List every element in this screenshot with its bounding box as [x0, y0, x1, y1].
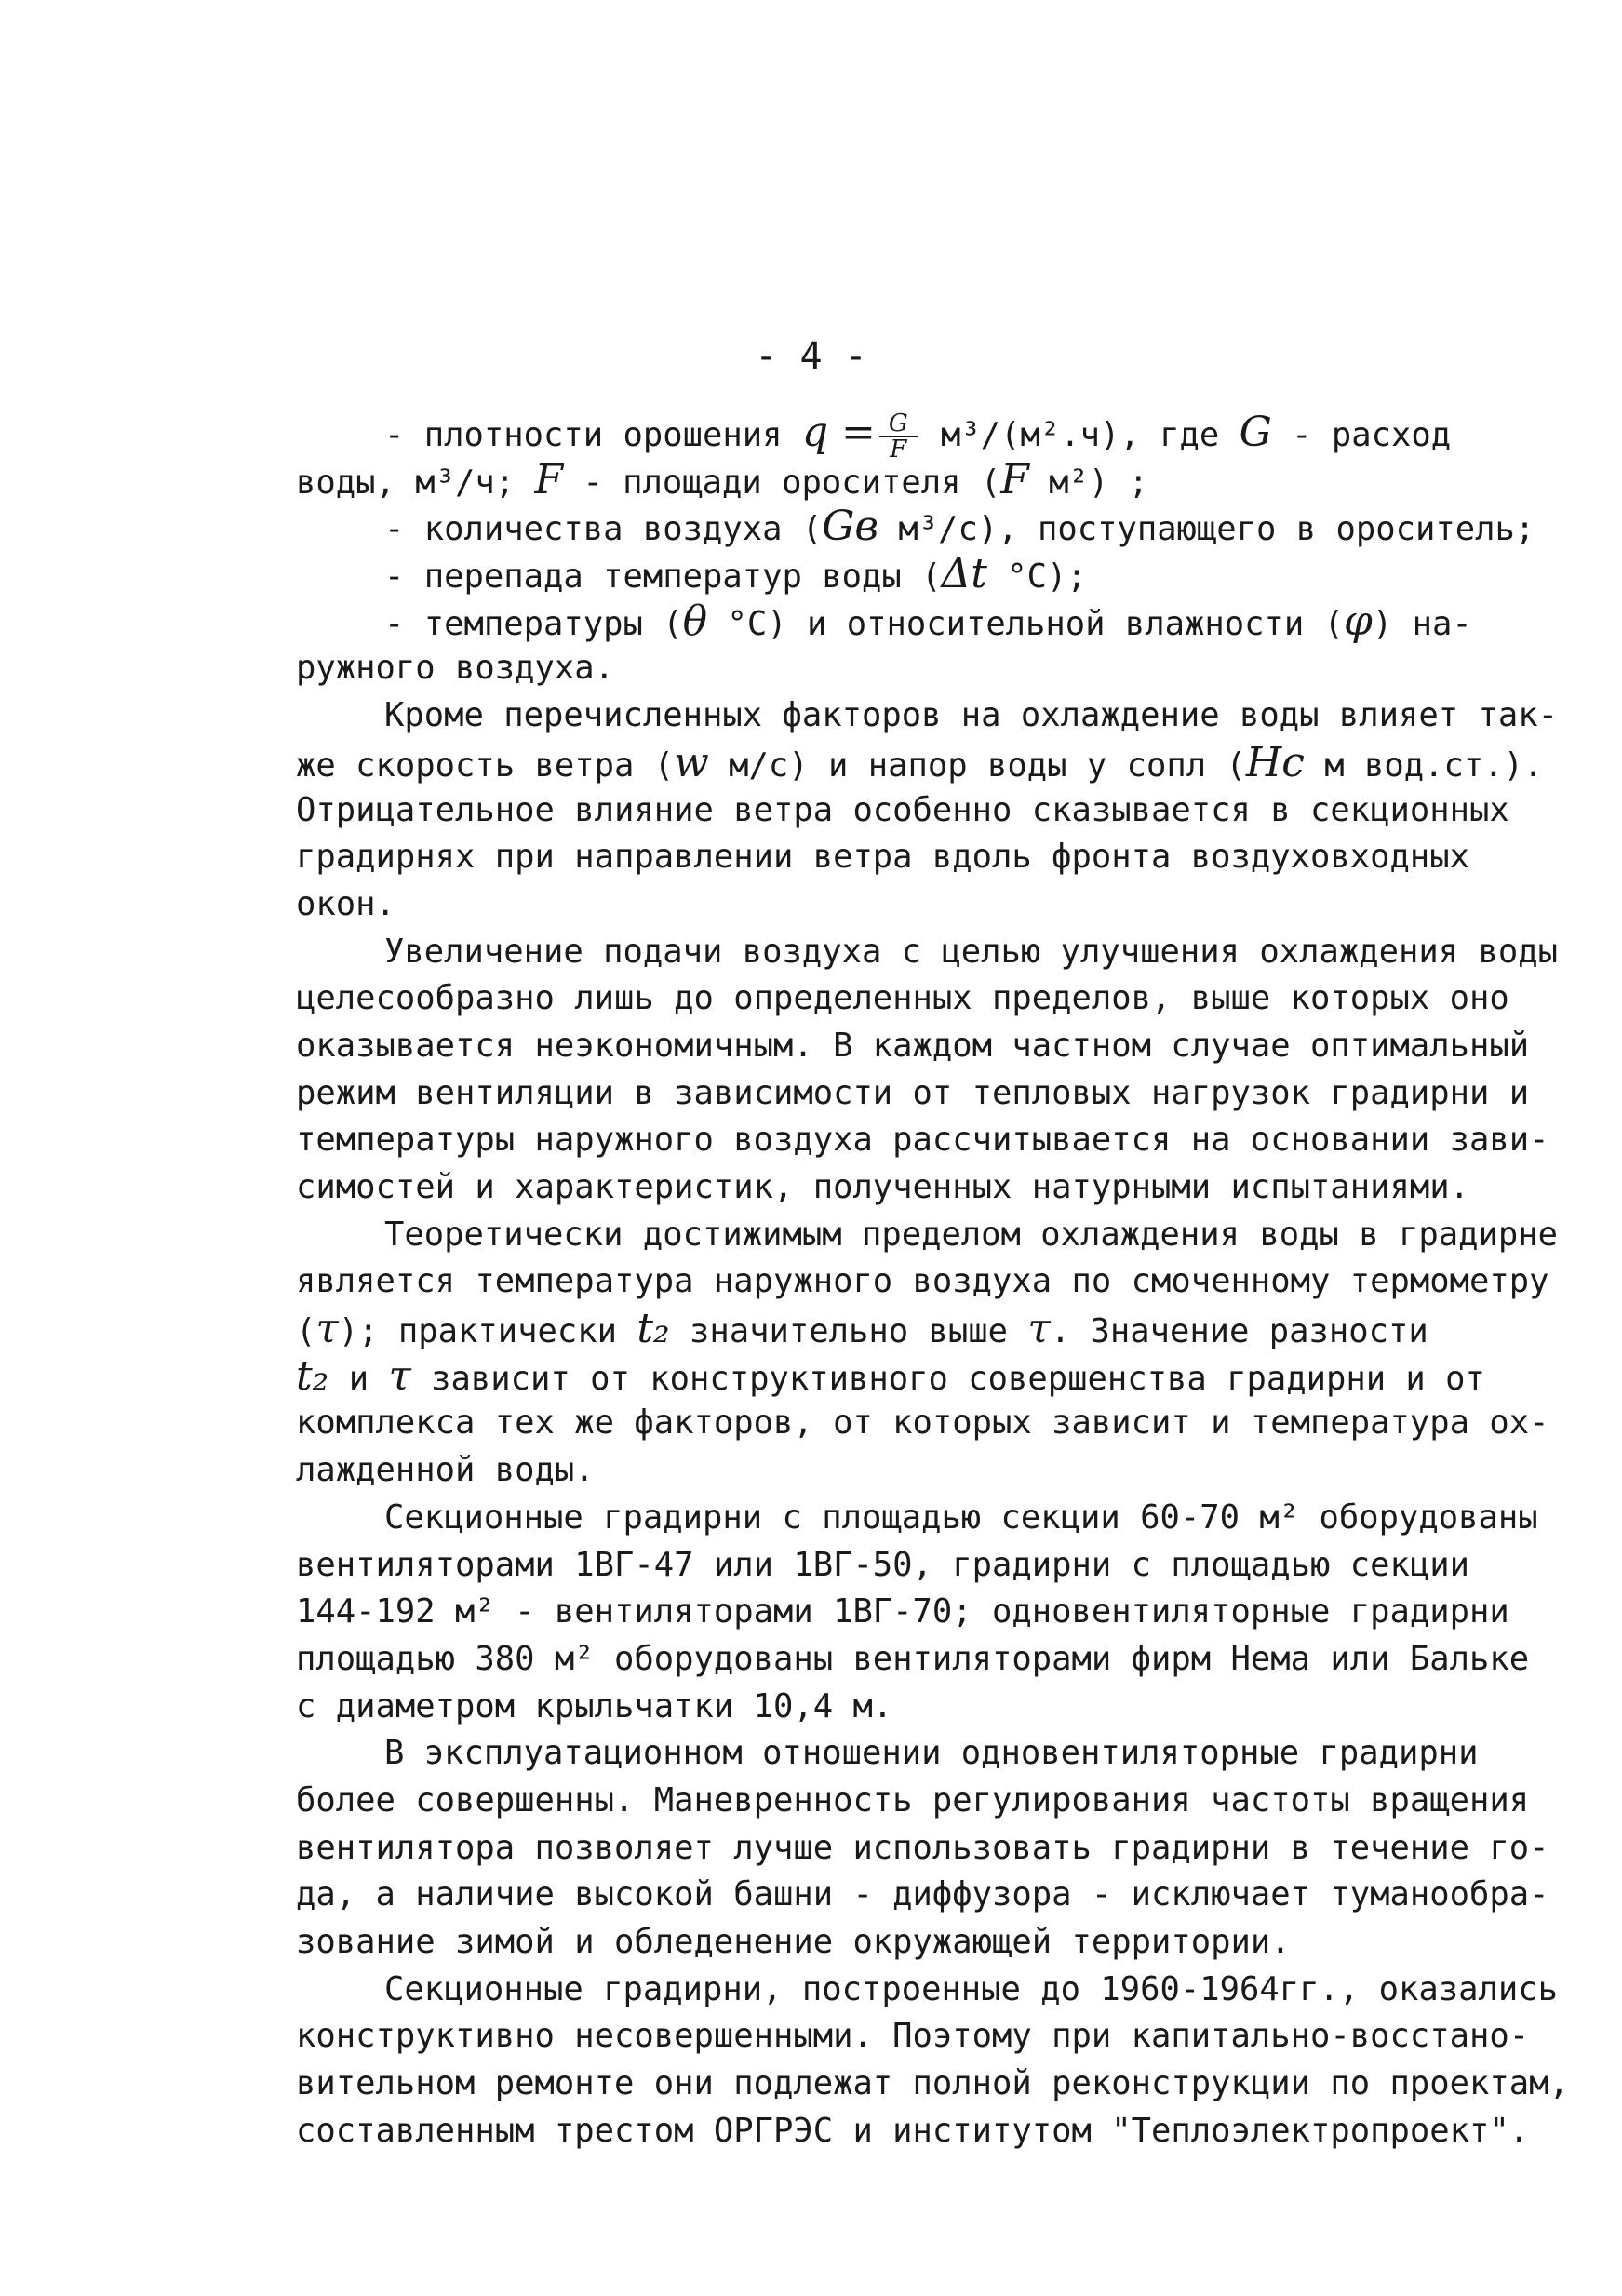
text-line: - количества воздуха (Gв м³/с), поступающего в ороситель;	[384, 503, 1535, 551]
text-line: - плотности орошения q = $\frac{G}{F}$ м³/(м².ч), где G - расход	[384, 409, 1452, 463]
text-line: 144-192 м² - вентиляторами 1ВГ-70; одновентиляторные градирни	[296, 1592, 1509, 1631]
text-line: составленным трестом ОРГРЭС и институтом "Теплоэлектропроект".	[296, 2111, 1530, 2150]
text-line: t₂ и τ зависит от конструктивного совершенства градирни и от	[296, 1351, 1485, 1400]
text-line: с диаметром крыльчатки 10,4 м.	[296, 1686, 893, 1725]
text-line: ружного воздуха.	[296, 649, 614, 688]
text-line: Кроме перечисленных факторов на охлаждение воды влияет так-	[384, 696, 1558, 735]
text-line: вительном ремонте они подлежат полной реконструкции по проектам,	[296, 2064, 1569, 2103]
document-body	[296, 409, 1569, 2155]
text-line: вентилятора позволяет лучше использовать градирни в течение го-	[296, 1828, 1549, 1867]
text-line: окон.	[296, 884, 395, 923]
text-line: - перепада температур воды (Δt °С);	[384, 550, 1087, 598]
text-line: градирнях при направлении ветра вдоль фронта воздуховходных	[296, 838, 1469, 877]
text-line: да, а наличие высокой башни - диффузора - исключает туманообра-	[296, 1875, 1549, 1914]
text-line: - температуры (θ °С) и относительной влажности (φ) на-	[384, 597, 1472, 645]
text-line: же скорость ветра (w м/с) и напор воды у сопл (Hс м вод.ст.).	[296, 738, 1544, 786]
text-line: Отрицательное влияние ветра особенно сказывается в секционных	[296, 790, 1509, 829]
text-line: комплекса тех же факторов, от которых зависит и температура ох-	[296, 1403, 1549, 1443]
fraction: $\frac{G}{F}$	[879, 411, 918, 462]
text-line: является температура наружного воздуха по смоченному термометру	[296, 1262, 1549, 1301]
text-line: лажденной воды.	[296, 1451, 595, 1490]
text-line: зование зимой и обледенение окружающей территории.	[296, 1923, 1291, 1961]
text-line: (τ); практически t₂ значительно выше τ. Значение разности	[296, 1305, 1428, 1353]
text-line: симостей и характеристик, полученных натурными испытаниями.	[296, 1168, 1469, 1206]
text-line: площадью 380 м² оборудованы вентиляторами фирм Нема или Бальке	[296, 1639, 1530, 1678]
text-line: конструктивно несовершенными. Поэтому при капитально-восстано-	[296, 2017, 1530, 2056]
text-line: вентиляторами 1ВГ-47 или 1ВГ-50, градирни с площадью секции	[296, 1545, 1469, 1584]
text-line: температуры наружного воздуха рассчитывается на основании зави-	[296, 1121, 1549, 1160]
text-line: воды, м³/ч; F - площади оросителя (F м²) ;	[296, 455, 1148, 504]
text-line: Секционные градирни, построенные до 1960-1964гг., оказались	[384, 1969, 1558, 2008]
text-line: Секционные градирни с площадью секции 60-70 м² оборудованы	[384, 1497, 1538, 1537]
text-line: оказывается неэкономичным. В каждом частном случае оптимальный	[296, 1026, 1530, 1065]
text-line: целесообразно лишь до определенных пределов, выше которых оно	[296, 979, 1509, 1018]
text-line: режим вентиляции в зависимости от тепловых нагрузок градирни и	[296, 1073, 1530, 1112]
text-line: Теоретически достижимым пределом охлаждения воды в градирне	[384, 1215, 1558, 1254]
text-line: В эксплуатационном отношении одновентиляторные градирни	[384, 1734, 1479, 1773]
text-line: Увеличение подачи воздуха с целью улучшения охлаждения воды	[384, 932, 1558, 971]
page-number: - 4 -	[755, 335, 867, 378]
text-line: более совершенны. Маневренность регулирования частоты вращения	[296, 1780, 1530, 1819]
